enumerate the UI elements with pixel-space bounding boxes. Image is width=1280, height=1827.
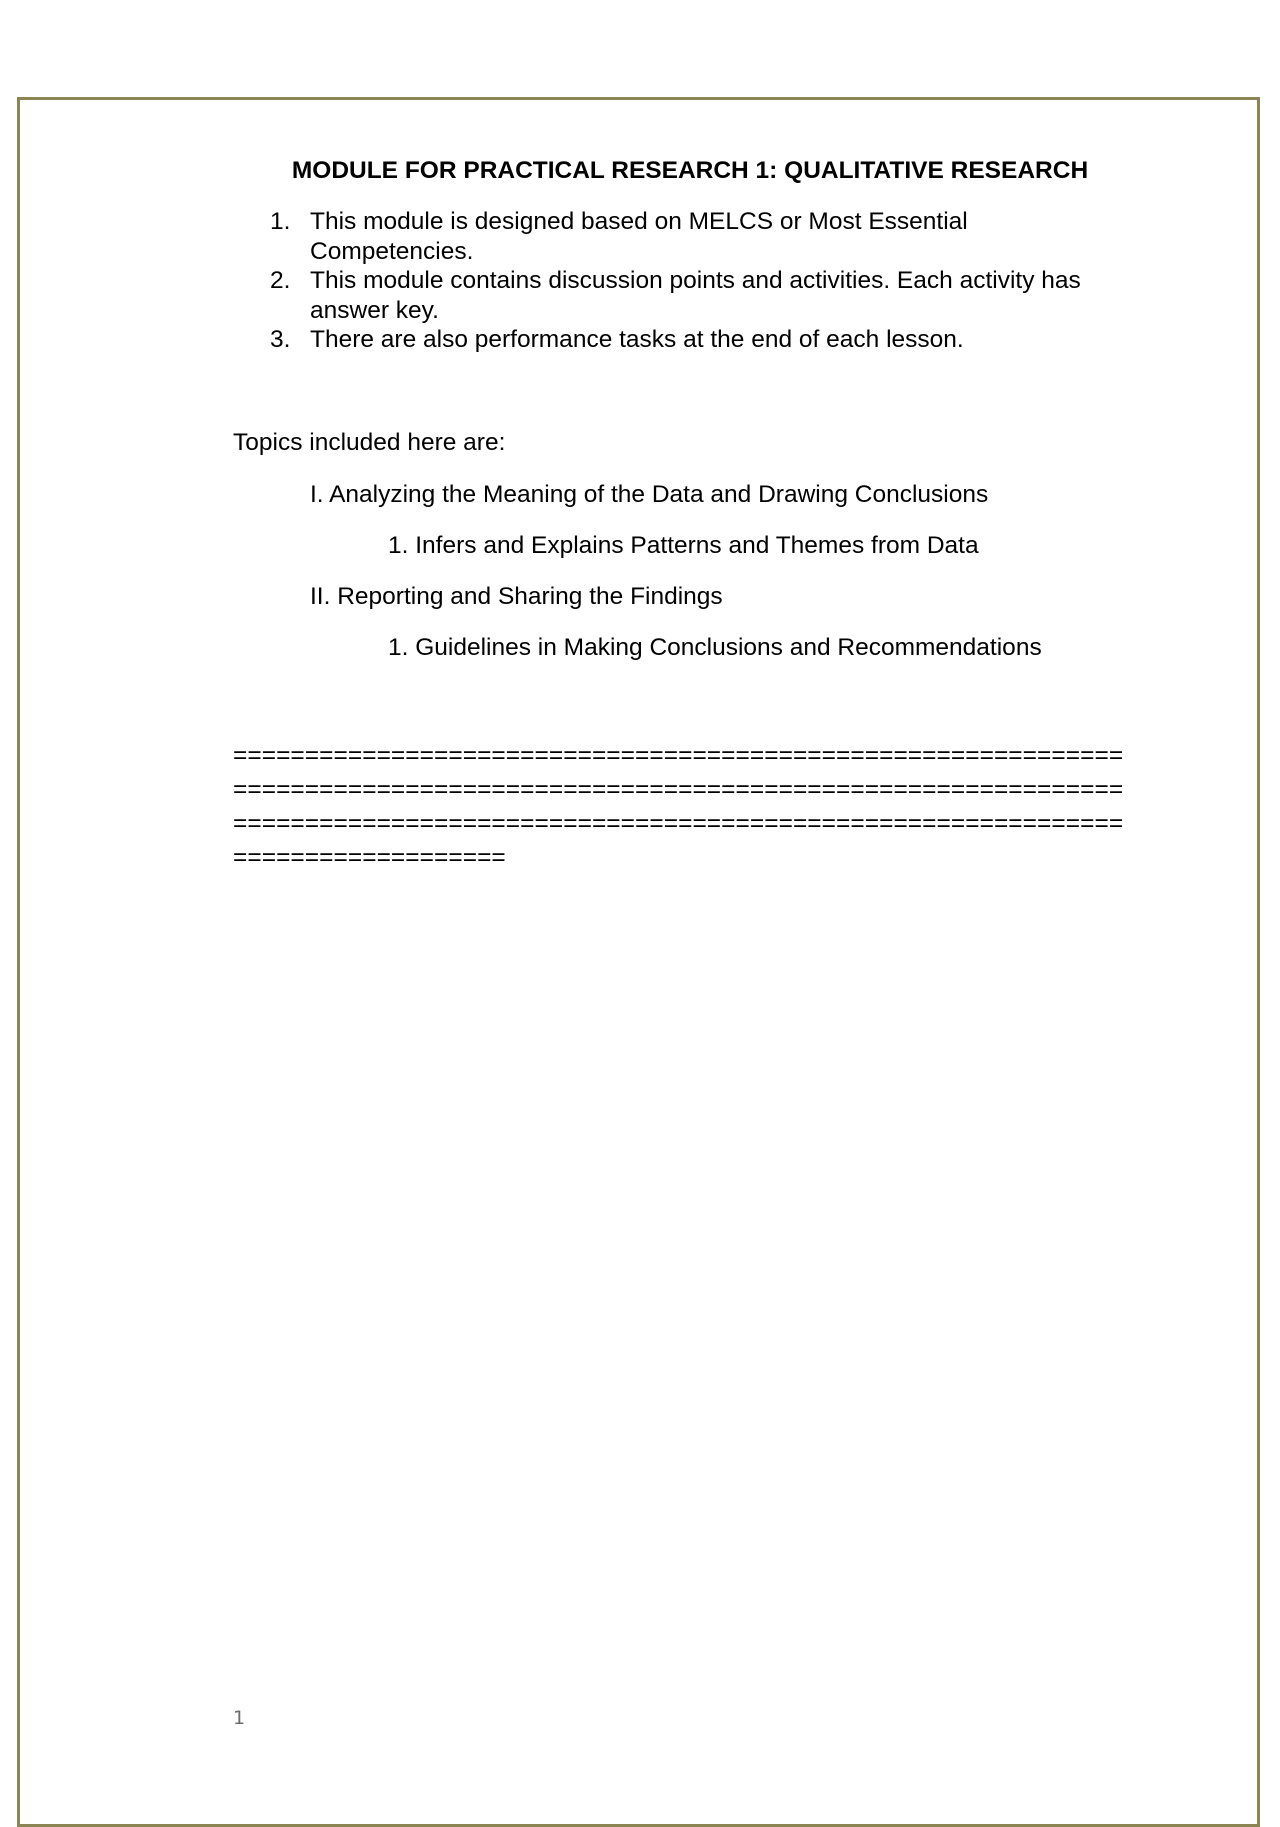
page-title: MODULE FOR PRACTICAL RESEARCH 1: QUALITATIVE RESEARCH	[291, 157, 1089, 184]
subtopic-item: 1. Guidelines in Making Conclusions and Recommendations	[388, 634, 1042, 661]
topic-item: II. Reporting and Sharing the Findings	[310, 583, 723, 610]
list-item-text: There are also performance tasks at the end of each lesson.	[310, 326, 964, 353]
list-item	[233, 207, 1133, 266]
notes-list	[233, 207, 1133, 355]
list-item-text: This module is designed based on MELCS or Most Essential Competencies.	[310, 208, 968, 265]
topic-item: I. Analyzing the Meaning of the Data and Drawing Conclusions	[310, 481, 989, 508]
page-border	[17, 97, 1260, 1827]
list-item	[233, 325, 1133, 355]
list-item-number: 2.	[270, 267, 291, 294]
list-item-number: 3.	[270, 326, 291, 353]
list-item-text: This module contains discussion points and activities. Each activity has answer key.	[310, 267, 1081, 324]
topics-heading: Topics included here are:	[233, 429, 506, 456]
list-item	[233, 266, 1133, 325]
separator-line: =============================================================================================================================================================================================================	[233, 742, 1124, 871]
list-item-number: 1.	[270, 208, 291, 235]
subtopic-item: 1. Infers and Explains Patterns and Themes from Data	[388, 532, 979, 559]
page-number: 1	[233, 1707, 246, 1729]
